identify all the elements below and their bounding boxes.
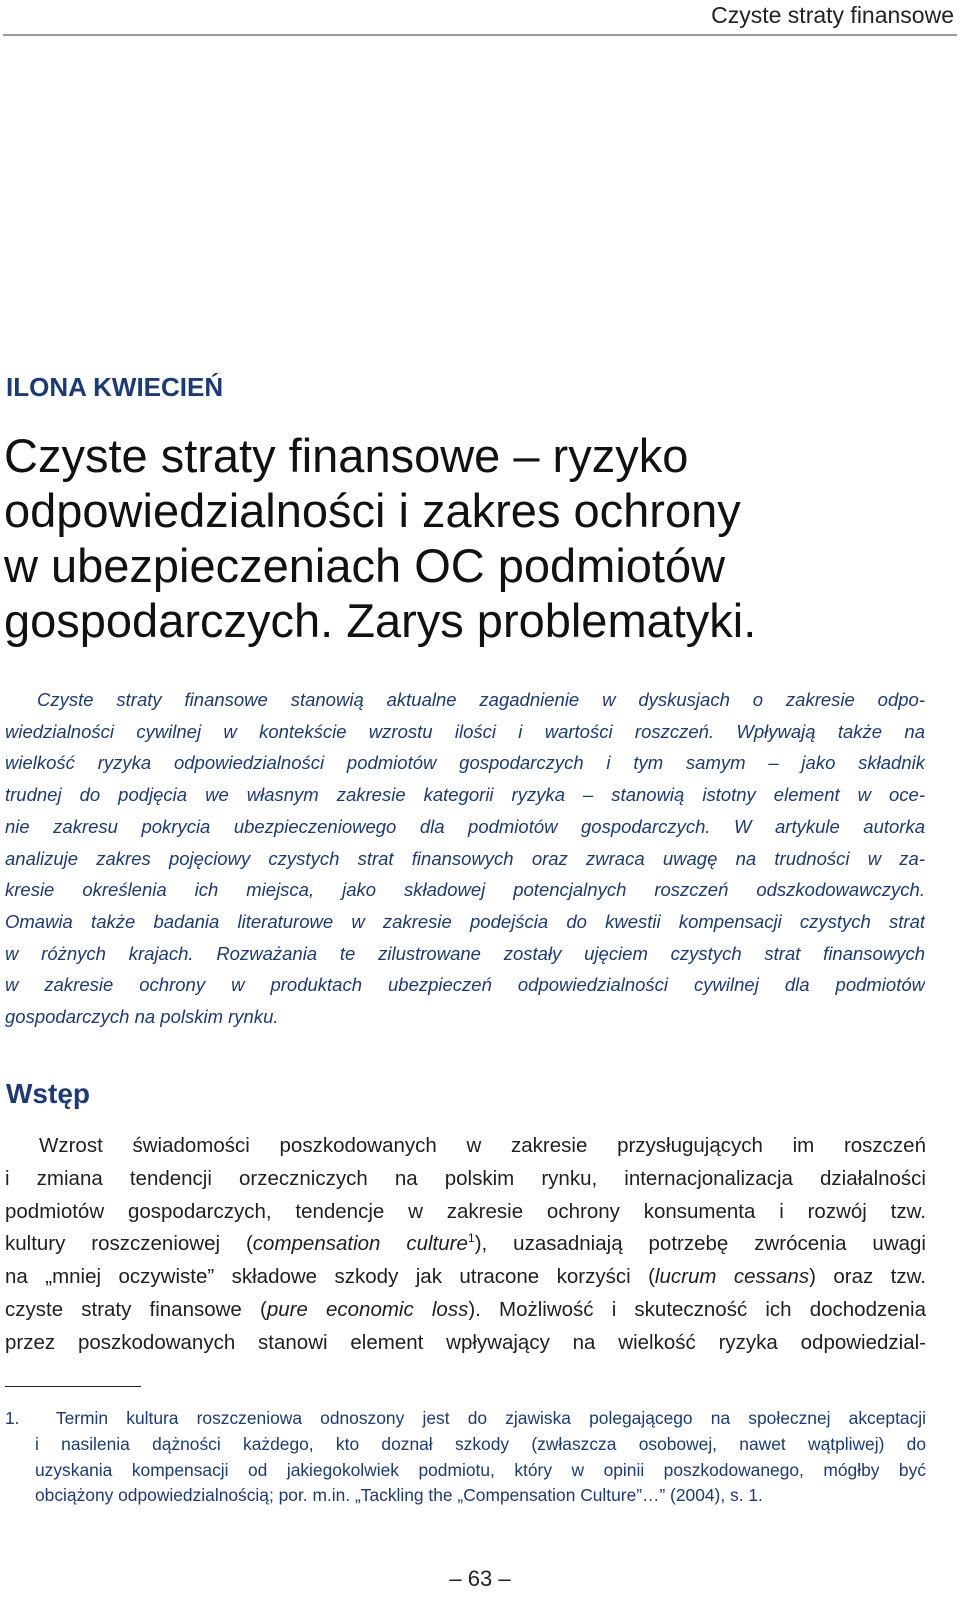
abstract-line: gospodarczych na polskim rynku. [5, 1006, 279, 1028]
body-line: Wzrost świadomości poszkodowanych w zakresie przysługujących im roszczeń [39, 1134, 926, 1157]
abstract-line: nie zakresu pokrycia ubezpieczeniowego dla podmiotów gospodarczych. W artykule autorka [5, 815, 925, 837]
running-header: Czyste straty finansowe [711, 2, 954, 28]
abstract-line: Czyste straty finansowe stanowią aktualne zagadnienie w dyskusjach o zakresie odpo- [37, 689, 925, 710]
body-italic-term: lucrum cessans [654, 1265, 810, 1289]
abstract-line: kresie określenia ich miejsca, jako składowej potencjalnych roszczeń odszkodowawczych. [5, 879, 925, 901]
footnote-text: Termin kultura roszczeniowa odnoszony jest do zjawiska polegającego na społecznej akceptacji [55, 1408, 926, 1428]
body-text-run: czyste straty finansowe ( [5, 1297, 267, 1321]
abstract-line: wielkość ryzyka odpowiedzialności podmiotów gospodarczych i tym samym – jako składnik [5, 752, 925, 774]
abstract-line: wiedzialności cywilnej w kontekście wzrostu ilości i wartości roszczeń. Wpływają także na [5, 720, 925, 742]
body-line [5, 1294, 926, 1327]
page-number: – 63 – [449, 1566, 511, 1591]
body-line: podmiotów gospodarczych, tendencje w zakresie ochrony konsumenta i rozwój tzw. [5, 1199, 926, 1223]
abstract-line: Omawia także badania literaturowe w zakresie podejścia do kwestii kompensacji czystych strat [5, 910, 925, 932]
footnote-line: i nasilenia dążności każdego, kto doznał szkody (zwłaszcza osobowej, nawet wątpliwej) do [35, 1433, 926, 1454]
body-line [5, 1261, 926, 1294]
body-text-run: kultury roszczeniowej ( [5, 1232, 253, 1256]
footnote [5, 1406, 926, 1509]
body-text-run: na „mniej oczywiste” składowe szkody jak utracone korzyści ( [5, 1265, 655, 1289]
body-text-run: ). Możliwość i skuteczność ich dochodzenia [468, 1297, 926, 1321]
article-title [4, 428, 804, 648]
header-rule [3, 34, 957, 36]
body-paragraph [5, 1130, 926, 1360]
abstract-line: trudnej do podjęcia we własnym zakresie kategorii ryzyka – stanowią istotny element w oce- [5, 784, 925, 806]
footnote-line: obciążony odpowiedzialnością; por. m.in. „Tackling the „Compensation Culture”…” (2004), s. 1. [35, 1485, 763, 1506]
footnote-ref[interactable]: 1 [467, 1231, 475, 1246]
body-text-run: ), uzasadniają potrzebę zwrócenia uwagi [474, 1232, 926, 1256]
body-italic-term: compensation culture [252, 1232, 468, 1256]
body-line: przez poszkodowanych stanowi element wpływający na wielkość ryzyka odpowiedzial- [5, 1330, 926, 1354]
title-line: gospodarczych. Zarys problematyki. [4, 594, 757, 647]
body-italic-term: pure economic loss [266, 1297, 469, 1321]
footnote-number: 1. [5, 1408, 20, 1428]
section-heading: Wstęp [6, 1078, 90, 1109]
title-line: w ubezpieczeniach OC podmiotów [4, 539, 726, 592]
body-text-run: ) oraz tzw. [809, 1265, 926, 1289]
footnote-line: uzyskania kompensacji od jakiegokolwiek podmiotu, który w opinii poszkodowanego, mógłby być [35, 1459, 926, 1480]
abstract-line: analizuje zakres pojęciowy czystych strat finansowych oraz zwraca uwagę na trudności w za- [5, 847, 925, 869]
footnote-line [5, 1406, 926, 1432]
title-line: odpowiedzialności i zakres ochrony [4, 484, 741, 537]
body-line: i zmiana tendencji orzeczniczych na polskim rynku, internacjonalizacja działalności [5, 1166, 926, 1190]
author-name: ILONA KWIECIEŃ [6, 372, 224, 402]
abstract-line: w zakresie ochrony w produktach ubezpieczeń odpowiedzialności cywilnej dla podmiotów [5, 974, 925, 996]
abstract-line: w różnych krajach. Rozważania te zilustrowane zostały ujęciem czystych strat finansowych [5, 942, 925, 964]
abstract [5, 684, 925, 1033]
footnote-separator [5, 1386, 141, 1387]
title-line: Czyste straty finansowe – ryzyko [4, 429, 689, 482]
body-line [5, 1228, 926, 1261]
